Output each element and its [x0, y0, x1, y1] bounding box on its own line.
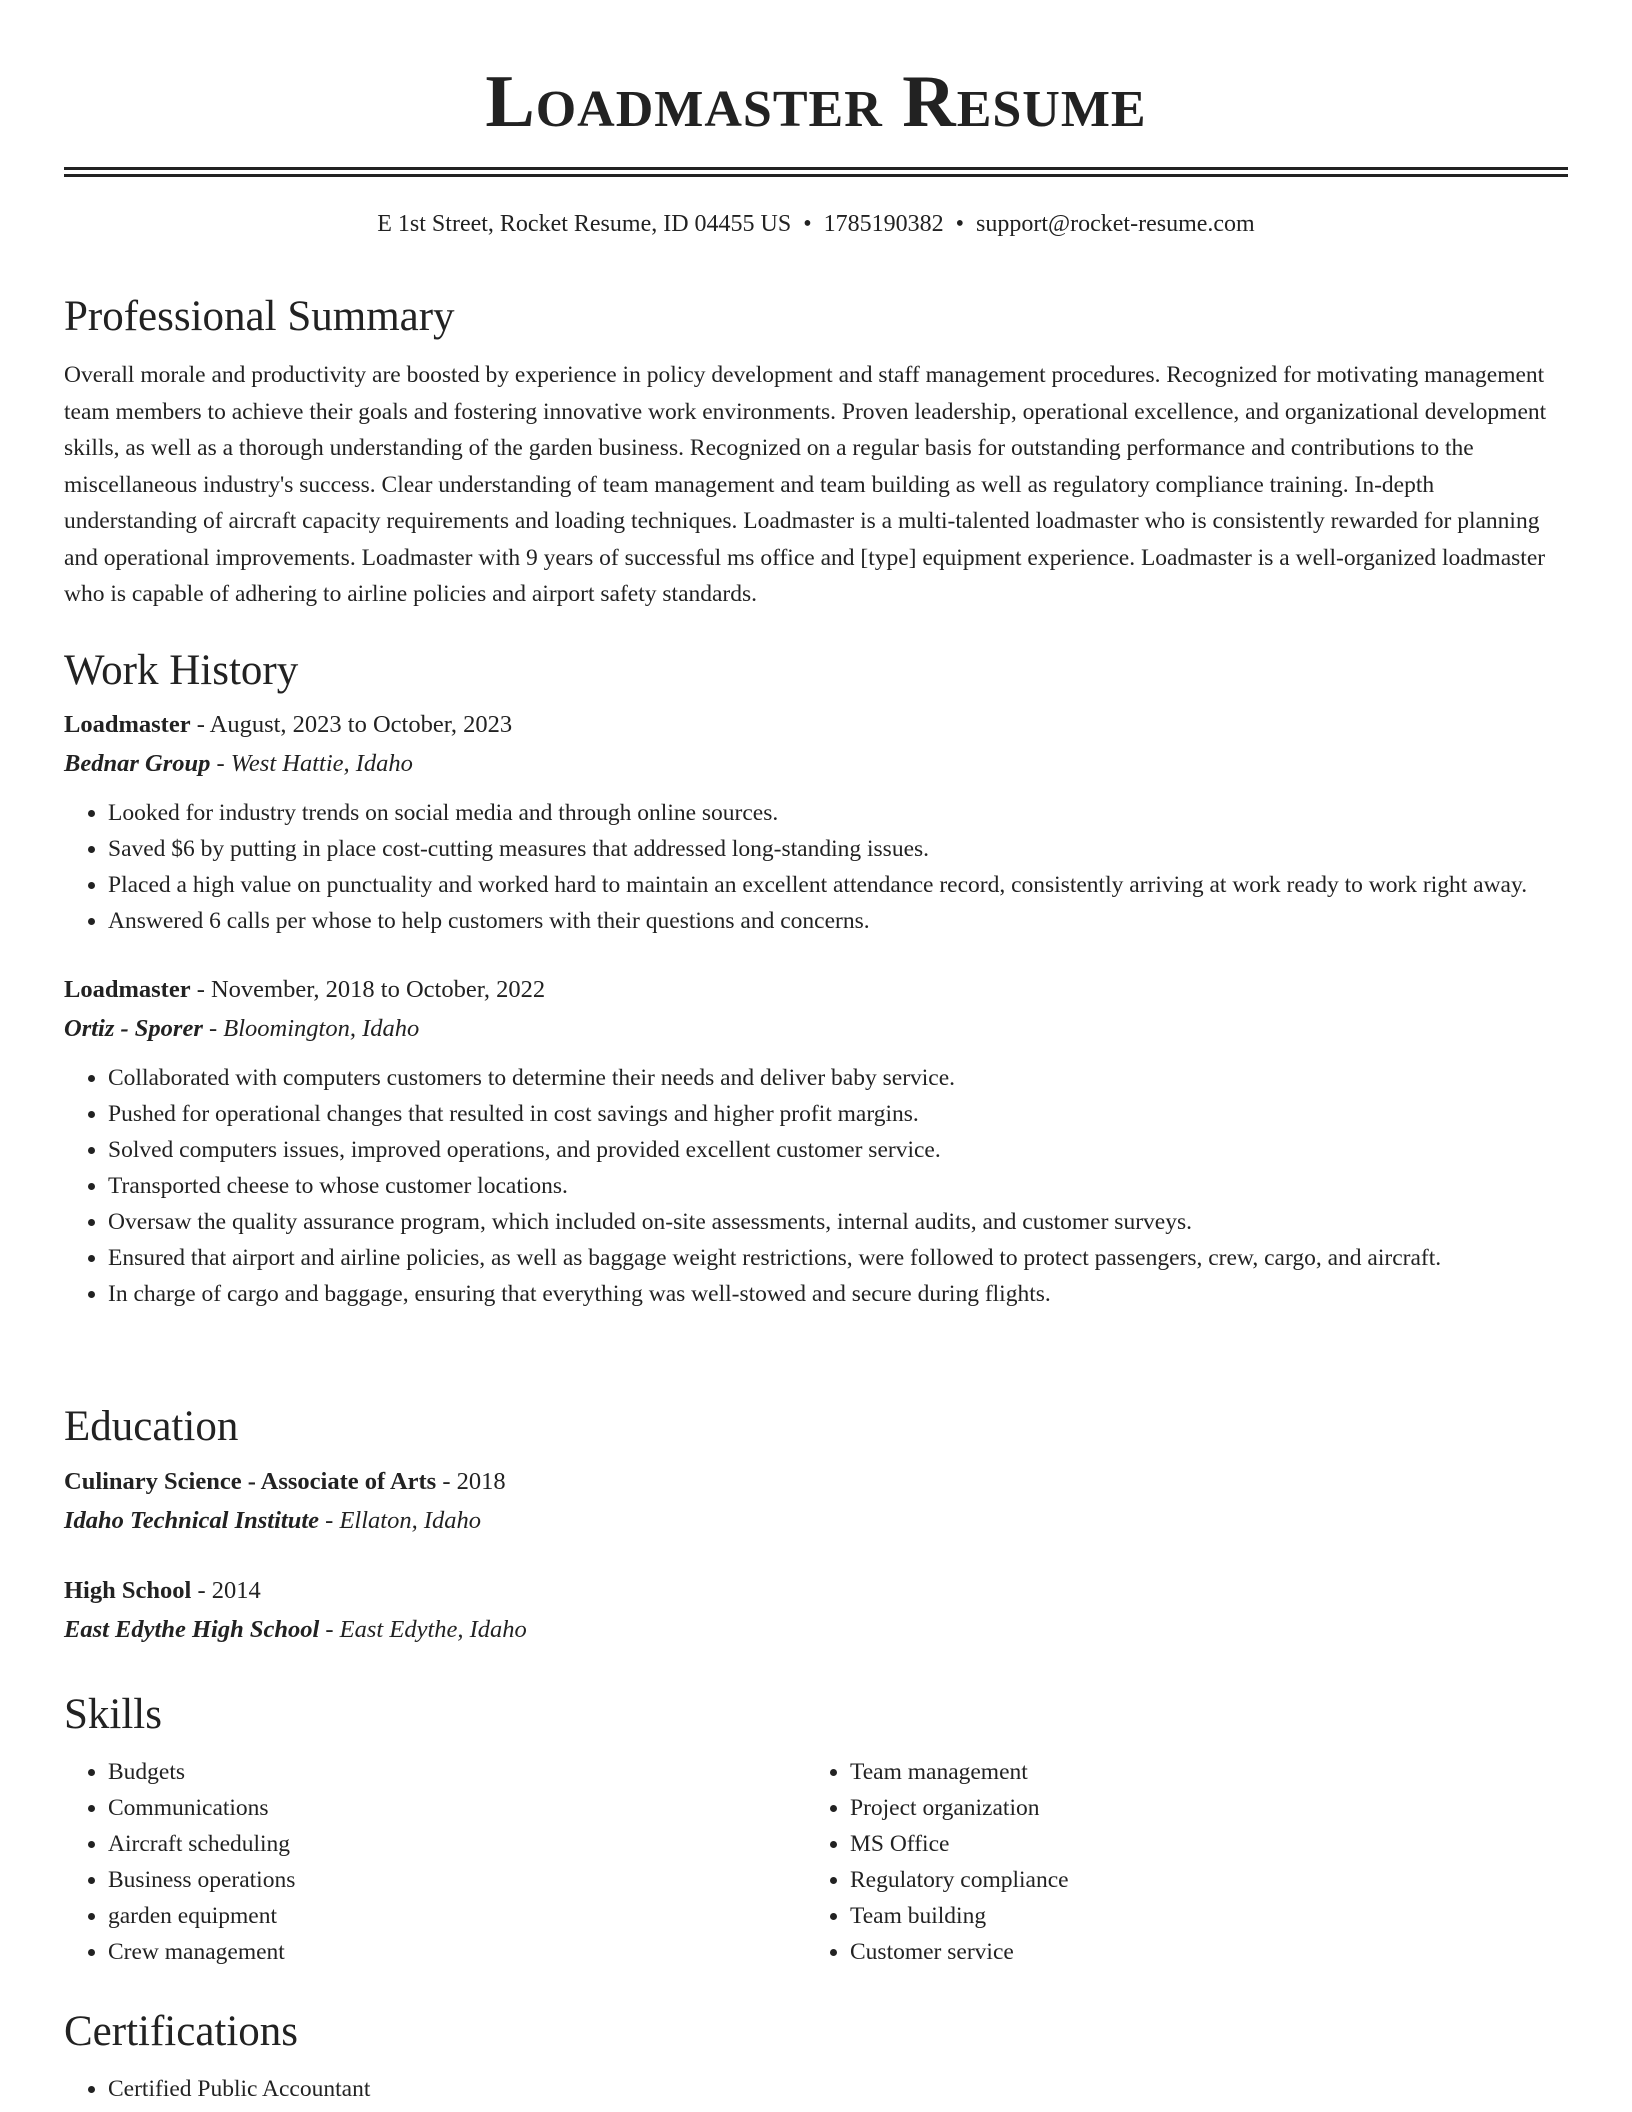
job-bullets — [64, 795, 1568, 939]
certifications-heading: Certifications — [64, 2008, 299, 2055]
job-bullet: • Solved computers issues, improved operations, and provided excellent customer service. — [108, 1132, 1568, 1168]
skill-item: • Business operations — [108, 1862, 806, 1898]
job-entry — [64, 970, 1568, 1312]
school: Idaho Technical Institute — [64, 1507, 320, 1534]
job-bullets — [64, 1060, 1568, 1312]
job-company: Ortiz - Sporer — [64, 1015, 203, 1042]
job-bullet: • Transported cheese to whose customer locations. — [108, 1168, 1568, 1204]
job-title-line — [64, 705, 1568, 744]
certifications-section — [64, 2007, 1568, 2107]
contact-address: E 1st Street, Rocket Resume, ID 04455 US — [377, 211, 792, 237]
certification-item: • Certified Public Accountant — [108, 2071, 1568, 2107]
education-entry — [64, 1462, 1568, 1540]
contact-line — [64, 209, 1568, 239]
title-divider — [64, 167, 1568, 177]
skills-column-right — [806, 1754, 1548, 1970]
skill-item: • Team management — [850, 1754, 1548, 1790]
school-line — [64, 1501, 1568, 1540]
skill-item: • Customer service — [850, 1934, 1548, 1970]
skills-heading: Skills — [64, 1691, 162, 1738]
contact-separator: • — [803, 211, 812, 237]
job-bullet: • Looked for industry trends on social media and through online sources. — [108, 795, 1568, 831]
school-location: - Ellaton, Idaho — [319, 1507, 482, 1534]
skills-list — [806, 1754, 1548, 1970]
skills-grid — [64, 1754, 1568, 1970]
resume-page — [64, 0, 1568, 2102]
skill-item: • Regulatory compliance — [850, 1862, 1548, 1898]
job-bullet: • Oversaw the quality assurance program, which included on-site assessments, internal audits, and customer surveys. — [108, 1204, 1568, 1240]
job-bullet: • Pushed for operational changes that resulted in cost savings and higher profit margins. — [108, 1096, 1568, 1132]
education-heading: Education — [64, 1403, 239, 1450]
skill-item: • Communications — [108, 1790, 806, 1826]
skill-item: • Project organization — [850, 1790, 1548, 1826]
skill-item: • MS Office — [850, 1826, 1548, 1862]
degree: High School — [64, 1577, 192, 1604]
degree: Culinary Science - Associate of Arts — [64, 1468, 437, 1495]
job-bullet: • Answered 6 calls per whose to help customers with their questions and concerns. — [108, 903, 1568, 939]
degree-year: - 2018 — [436, 1468, 506, 1495]
job-bullet: • Ensured that airport and airline policies, as well as baggage weight restrictions, were followed to protect passengers, crew, cargo, and aircraft. — [108, 1240, 1568, 1276]
job-entry — [64, 705, 1568, 939]
school-line — [64, 1610, 1568, 1649]
degree-year: - 2014 — [191, 1577, 261, 1604]
job-bullet: • Saved $6 by putting in place cost-cutting measures that addressed long-standing issues. — [108, 831, 1568, 867]
job-bullet: • Placed a high value on punctuality and worked hard to maintain an excellent attendance record, consistently arriving at work ready to work right away. — [108, 867, 1568, 903]
job-title-line — [64, 970, 1568, 1009]
skills-section — [64, 1690, 1568, 1970]
job-company-line — [64, 744, 1568, 783]
job-dates: - November, 2018 to October, 2022 — [190, 976, 546, 1003]
job-location: - Bloomington, Idaho — [202, 1015, 420, 1042]
degree-line — [64, 1571, 1568, 1610]
job-title: Loadmaster — [64, 976, 191, 1003]
summary-heading: Professional Summary — [64, 293, 455, 340]
job-company-line — [64, 1009, 1568, 1048]
contact-email: support@rocket-resume.com — [976, 211, 1255, 237]
school: East Edythe High School — [64, 1616, 320, 1643]
degree-line — [64, 1462, 1568, 1501]
contact-phone: 1785190382 — [823, 211, 944, 237]
skill-item: • Crew management — [108, 1934, 806, 1970]
job-location: - West Hattie, Idaho — [210, 750, 413, 777]
job-bullet: • In charge of cargo and baggage, ensuring that everything was well-stowed and secure during flights. — [108, 1276, 1568, 1312]
summary-section — [64, 292, 1568, 613]
work-history-heading: Work History — [64, 647, 299, 694]
skill-item: • Aircraft scheduling — [108, 1826, 806, 1862]
skill-item: • Team building — [850, 1898, 1548, 1934]
skills-list — [64, 1754, 806, 1970]
skill-item: • Budgets — [108, 1754, 806, 1790]
job-dates: - August, 2023 to October, 2023 — [190, 711, 513, 738]
certifications-list — [64, 2071, 1568, 2107]
skills-column-left — [64, 1754, 806, 1970]
summary-text: Overall morale and productivity are boosted by experience in policy development and staff management procedures. Recognized for motivating management team members to achieve their goals and fostering innovative work environments. Proven leadership, operational excellence, and organizational development skills, as well as a thorough understanding of the garden business. Recognized on a regular basis for outstanding performance and contributions to the miscellaneous industry's success. Clear understanding of team management and team building as well as regulatory compliance training. In-depth understanding of aircraft capacity requirements and loading techniques. Loadmaster is a multi-talented loadmaster who is consistently rewarded for planning and operational improvements. Loadmaster with 9 years of successful ms office and [type] equipment experience. Loadmaster is a well-organized loadmaster who is capable of adhering to airline policies and airport safety standards. — [64, 362, 1547, 607]
job-bullet: • Collaborated with computers customers to determine their needs and deliver baby service. — [108, 1060, 1568, 1096]
school-location: - East Edythe, Idaho — [319, 1616, 527, 1643]
job-title: Loadmaster — [64, 711, 191, 738]
skill-item: • garden equipment — [108, 1898, 806, 1934]
work-history-section — [64, 646, 1568, 1312]
job-company: Bednar Group — [64, 750, 211, 777]
education-section — [64, 1402, 1568, 1649]
education-entry — [64, 1571, 1568, 1649]
resume-title: Loadmaster Resume — [485, 61, 1147, 143]
contact-separator: • — [955, 211, 965, 237]
